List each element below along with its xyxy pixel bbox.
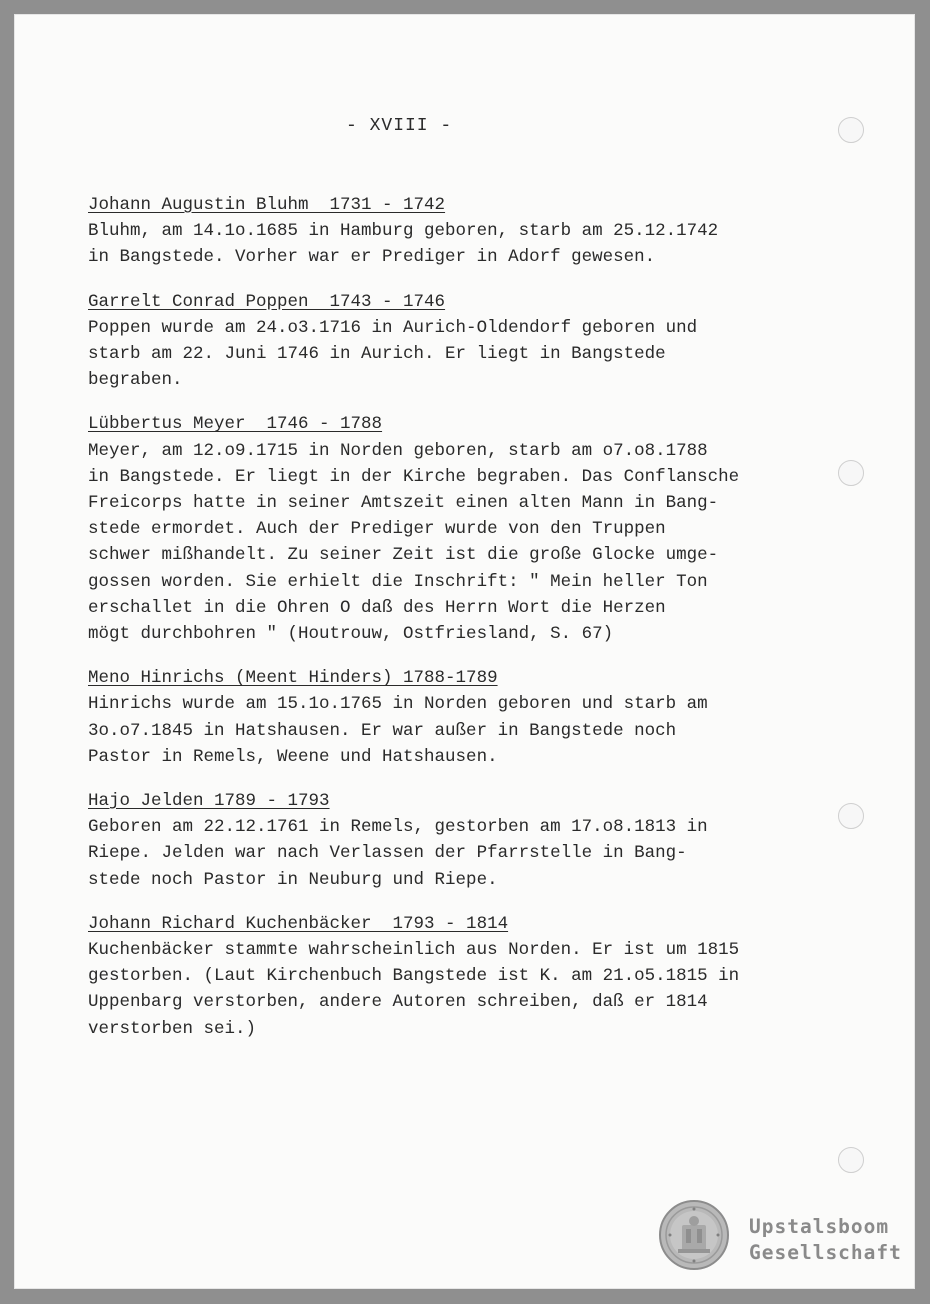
- entry: [88, 788, 808, 893]
- entry-text-line: stede ermordet. Auch der Prediger wurde von den Truppen: [88, 519, 666, 540]
- entry-text-line: Uppenbarg verstorben, andere Autoren schreiben, daß er 1814: [88, 992, 708, 1013]
- entry-text-line: gestorben. (Laut Kirchenbuch Bangstede ist K. am 21.o5.1815 in: [88, 966, 740, 987]
- entry-text-line: Pastor in Remels, Weene und Hatshausen.: [88, 746, 498, 767]
- seal-icon: [658, 1199, 730, 1271]
- entry-text-line: begraben.: [88, 370, 183, 391]
- entry-text-line: 3o.o7.1845 in Hatshausen. Er war außer in Bangstede noch: [88, 720, 677, 741]
- entry-heading: Hajo Jelden 1789 - 1793: [88, 791, 330, 812]
- entry: [88, 665, 808, 770]
- entry-text-line: stede noch Pastor in Neuburg und Riepe.: [88, 869, 498, 890]
- brand-line-2: Gesellschaft: [749, 1241, 902, 1264]
- entry-text-line: Bluhm, am 14.1o.1685 in Hamburg geboren, starb am 25.12.1742: [88, 221, 719, 242]
- entry-text-line: Meyer, am 12.o9.1715 in Norden geboren, starb am o7.o8.1788: [88, 440, 708, 461]
- entry-text-line: verstorben sei.): [88, 1018, 257, 1039]
- entry-text-line: in Bangstede. Er liegt in der Kirche begraben. Das Conflansche: [88, 466, 740, 487]
- entry-heading: Garrelt Conrad Poppen 1743 - 1746: [88, 291, 446, 312]
- entry: [88, 289, 808, 394]
- entry-heading: Johann Augustin Bluhm 1731 - 1742: [88, 195, 446, 215]
- entry-text-line: Geboren am 22.12.1761 in Remels, gestorben am 17.o8.1813 in: [88, 817, 708, 838]
- entry-text-line: Kuchenbäcker stammte wahrscheinlich aus Norden. Er ist um 1815: [88, 940, 740, 961]
- entry-text-line: erschallet in die Ohren O daß des Herrn Wort die Herzen: [88, 597, 666, 618]
- entry-text-line: starb am 22. Juni 1746 in Aurich. Er liegt in Bangstede: [88, 344, 666, 365]
- entry-text-line: mögt durchbohren " (Houtrouw, Ostfriesland, S. 67): [88, 624, 614, 645]
- brand-line-1: Upstalsboom: [749, 1215, 890, 1238]
- entry: [88, 192, 808, 271]
- entry-heading: Meno Hinrichs (Meent Hinders) 1788-1789: [88, 668, 498, 689]
- page-number: - XVIII -: [346, 116, 453, 136]
- entry: [88, 911, 808, 1042]
- entry: [88, 411, 808, 647]
- entry-text-line: gossen worden. Sie erhielt die Inschrift: " Mein heller Ton: [88, 571, 708, 592]
- entry-heading: Johann Richard Kuchenbäcker 1793 - 1814: [88, 913, 509, 934]
- punch-hole-icon: [838, 117, 864, 143]
- punch-hole-icon: [838, 1147, 864, 1173]
- entry-text-line: schwer mißhandelt. Zu seiner Zeit ist die große Glocke umge-: [88, 545, 719, 566]
- brand-logo: [749, 1214, 902, 1266]
- entry-text-line: in Bangstede. Vorher war er Prediger in Adorf gewesen.: [88, 247, 656, 268]
- entry-text-line: Hinrichs wurde am 15.1o.1765 in Norden geboren und starb am: [88, 694, 708, 715]
- punch-hole-icon: [838, 803, 864, 829]
- entry-text-line: Riepe. Jelden war nach Verlassen der Pfarrstelle in Bang-: [88, 843, 687, 864]
- document-body: [88, 192, 808, 1060]
- punch-hole-icon: [838, 460, 864, 486]
- entry-text-line: Freicorps hatte in seiner Amtszeit einen alten Mann in Bang-: [88, 493, 719, 514]
- entry-text-line: Poppen wurde am 24.o3.1716 in Aurich-Oldendorf geboren und: [88, 317, 698, 338]
- entry-heading: Lübbertus Meyer 1746 - 1788: [88, 414, 383, 435]
